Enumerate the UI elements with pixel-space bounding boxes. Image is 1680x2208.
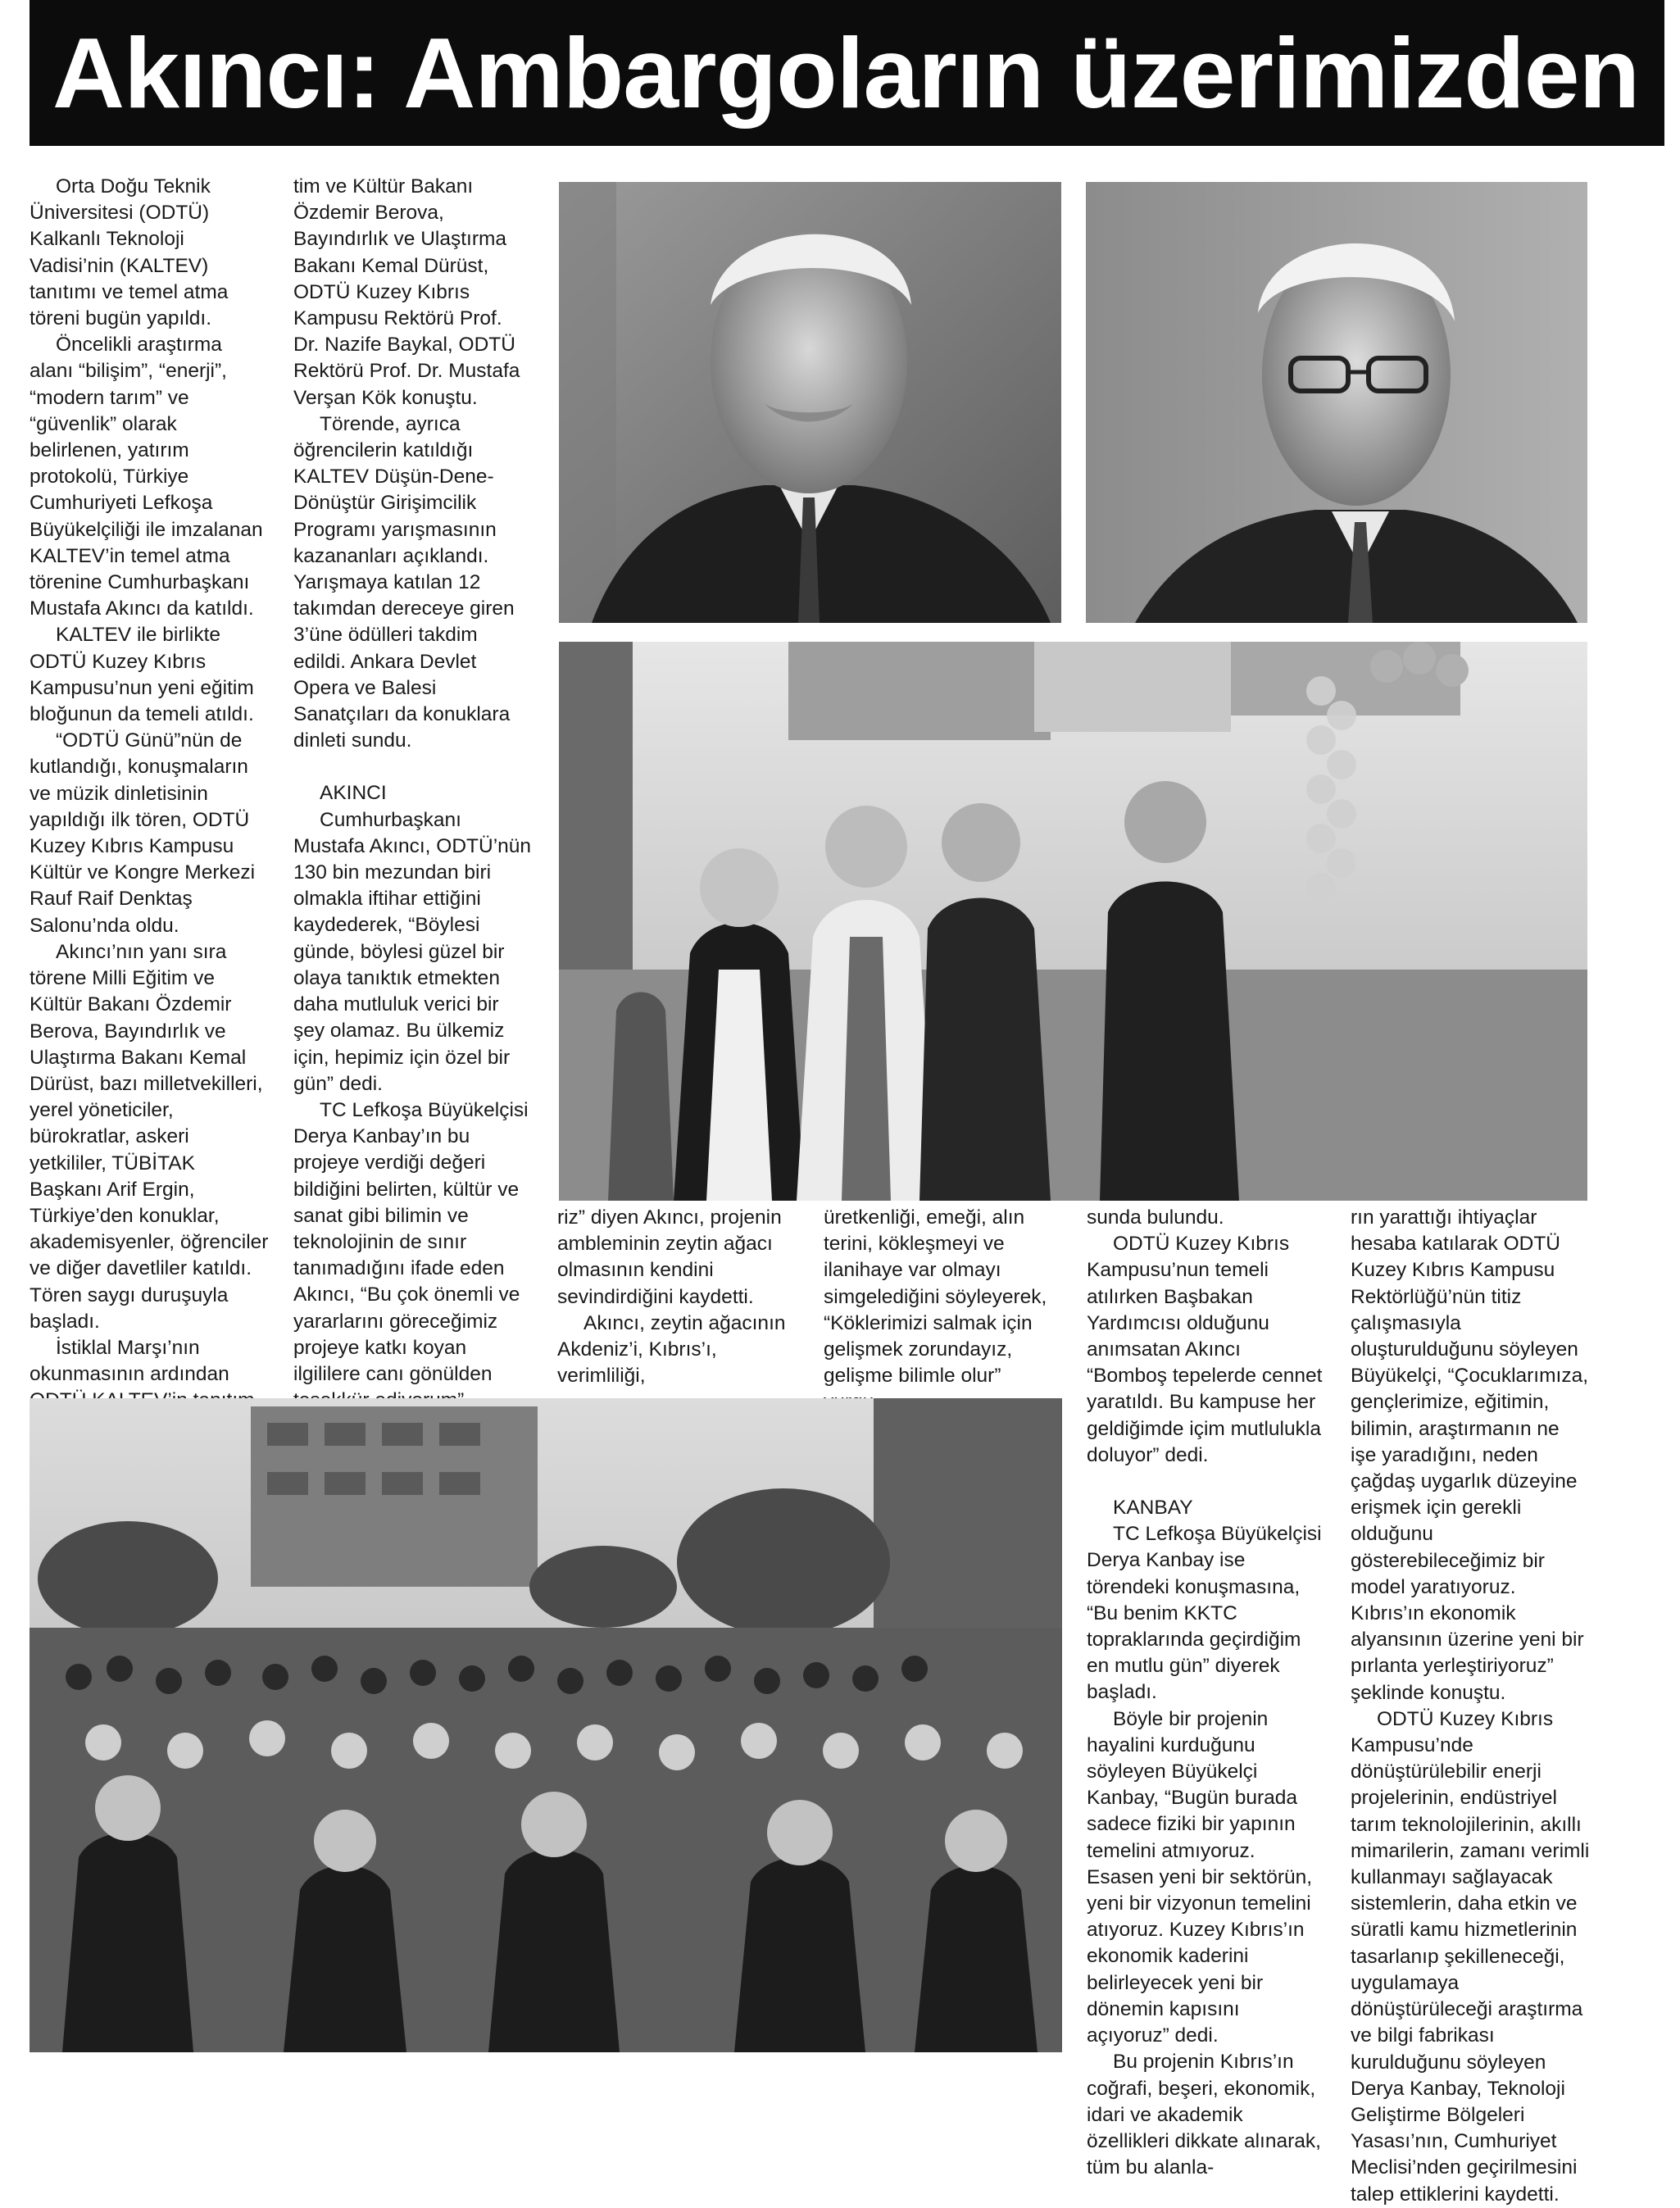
article-column-3 [557, 1205, 795, 1389]
paragraph: “ODTÜ Günü”nün de kutlandığı, konuşmaların ve müzik dinletisinin yapıldığı ilk tören, ODTÜ Kuzey Kıbrıs Kampusu Kültür ve Kongre Merkezi Rauf Raif Denktaş Salonu’nda oldu. [30, 729, 256, 937]
paragraph: İstiklal Marşı’nın okunmasının ardından [30, 1336, 229, 1386]
paragraph: Törende, ayrıca öğrencilerin katıldığı KALTEV Düşün-Dene-Dönüştür Girişimcilik Programı yarışmasının kazananları açıklandı. Yarışmaya katılan 12 takımdan dereceye giren 3’üne ödülleri takdim edildi. Ankara Devlet Opera ve Balesi Sanatçıları da konuklara dinleti sundu. [293, 412, 515, 752]
crowd-photo [30, 1398, 1062, 2052]
article-column-4 [824, 1205, 1061, 1416]
paragraph: rın yarattığı ihtiyaçlar hesaba katılarak ODTÜ Kuzey Kıbrıs Kampusu Rektörlüğü’nün titiz çalışmasıyla oluşturulduğunu söyleyen Büyükelçi, “Çocuklarımıza, gençlerimize, eğitimin, bilimin, araştırmanın ne işe yaradığını, neden çağdaş uygarlık düzeyine erişmek için gerekli olduğunu gösterebileceğimiz bir model yaratıyoruz. Kıbrıs’ın ekonomik alyansının üzerine yeni bir pırlanta yerleştiriyoruz” şeklinde konuştu. [1351, 1206, 1589, 1704]
paragraph: Öncelikli araştırma alanı “bilişim”, “enerji”, “modern tarım” ve “güvenlik” olarak belirlenen, yatırım protokolü, Türkiye Cumhuriyeti Lefkoşa Büyükelçiliği ile imzalanan KALTEV’in temel atma törenine Cumhurbaşkanı Mustafa Akıncı da katıldı. [30, 334, 263, 620]
subheading-kanbay: KANBAY [1113, 1497, 1193, 1520]
paragraph: KALTEV ile birlikte ODTÜ Kuzey Kıbrıs Kampusu’nun yeni eğitim bloğunun da temeli atıldı. [30, 624, 254, 726]
procession-photo [559, 642, 1587, 1201]
paragraph: Cumhurbaşkanı Mustafa Akıncı, ODTÜ’nün 130 bin mezundan biri olmakla iftihar ettiğini kaydederek, “Böylesi günde, böylesi güzel bir olaya tanıktık etmekten daha mutluluk verici bir şey olamaz. Bu ülkemiz için, hepimiz için özel bir gün” dedi. [293, 808, 532, 1095]
paragraph: ODTÜ Kuzey Kıbrıs Kampusu’nun temeli atılırken Başbakan Yardımcısı olduğunu anımsatan Akıncı “Bomboş tepelerde cennet yaratıldı. Bu kampuse her geldiğimde içim mutlulukla doluyor” dedi. [1087, 1233, 1323, 1466]
paragraph: TC Lefkoşa Büyükelçisi Derya Kanbay ise törendeki konuşmasına, “Bu benim KKTC topraklarında geçirdiğim en mutlu gün” diyerek başladı. [1087, 1523, 1322, 1704]
paragraph: Bu projenin Kıbrıs’ın coğrafi, beşeri, ekonomik, idari ve akademik özellikleri dikkate alınarak, tüm bu alanla- [1087, 2051, 1321, 2179]
paragraph: ODTÜ Kuzey Kıbrıs Kampusu’nde dönüştürülebilir enerji projelerinin, endüstriyel tarım teknolojilerinin, akıllı mimarilerin, zamanı verimli kullanmayı sağlayacak sistemlerin, daha etkin ve süratli kamu hizmetlerinin tasarlanıp şekilleneceği, uygulamaya dönüştürüleceği araştırma ve bilgi fabrikası kurulduğunu söyleyen Derya Kanbay, Teknoloji Geliştirme Bölgeleri Yasası’nın, Cumhuriyet Meclisi’nden geçirilmesini talep ettiklerini kaydetti. [1351, 1707, 1590, 2206]
paragraph: Böyle bir projenin hayalini kurduğunu söyleyen Büyükelçi Kanbay, “Bugün burada sadece fiziki bir yapının temelini atmıyoruz. Esasen yeni bir sektörün, yeni bir vizyonun temelini atıyoruz. Kuzey Kıbrıs’ın ekonomik kaderini belirleyecek yeni bir dönemin kapısını açıyoruz” dedi. [1087, 1707, 1313, 2047]
paragraph: Akıncı, zeytin ağacının Akdeniz’i, Kıbrıs’ı, verimliliği, [557, 1311, 786, 1388]
paragraph: Orta Doğu Teknik Üniversitesi (ODTÜ) Kalkanlı Teknoloji Vadisi’nin (KALTEV) tanıtımı ve temel atma töreni bugün yapıldı. [30, 175, 229, 330]
paragraph: sunda bulundu. [1087, 1206, 1224, 1229]
article-column-1 [30, 174, 269, 1599]
portrait-photo-akinci [559, 182, 1061, 623]
article-column-5 [1087, 1205, 1326, 2181]
paragraph: Akıncı’nın yanı sıra törene Milli Eğitim ve Kültür Bakanı Özdemir Berova, Bayındırlık ve Ulaştırma Bakanı Kemal Dürüst, bazı milletvekilleri, yerel yöneticiler, bürokratlar, askeri yetkililer, TÜBİTAK Başkanı Arif Ergin, Türkiye’den konuklar, akademisyenler, öğrenciler ve diğer davetliler katıldı. Tören saygı duruşuyla başladı. [30, 940, 269, 1333]
subheading-akinci: AKINCI [320, 782, 387, 805]
paragraph: üretkenliği, emeği, alın terini, kökleşmeyi ve ilanihaye var olmayı simgelediğini söyleyerek, “Köklerimizi salmak için gelişmek zorundayız, gelişme bilimle olur” [824, 1206, 1047, 1388]
article-column-6 [1351, 1205, 1590, 2208]
paragraph: tim ve Kültür Bakanı Özdemir Berova, Bayındırlık ve Ulaştırma Bakanı Kemal Dürüst, ODTÜ Kuzey Kıbrıs Kampusu Rektörü Prof. Dr. Nazife Baykal, ODTÜ Rektörü Prof. Dr. Mustafa Verşan Kök konuştu. [293, 175, 520, 409]
paragraph: TC Lefkoşa Büyükelçisi Derya Kanbay’ın bu projeye verdiği değeri bildiğini belirten, kültür ve sanat gibi bilimin ve teknolojinin de sınır tanımadığını ifade eden Akıncı, “Bu çok önemli ve yararlarını göreceğimiz projeye katkı koyan ilgililere canı gönülden [293, 1098, 529, 1385]
paragraph: riz” diyen Akıncı, projenin ambleminin zeytin ağacı olmasının kendini sevindirdiğini kaydetti. [557, 1206, 782, 1308]
headline-bar [30, 0, 1664, 146]
headline: Akıncı: Ambargoların üzerimizden [52, 17, 1640, 129]
portrait-photo-official [1086, 182, 1587, 623]
